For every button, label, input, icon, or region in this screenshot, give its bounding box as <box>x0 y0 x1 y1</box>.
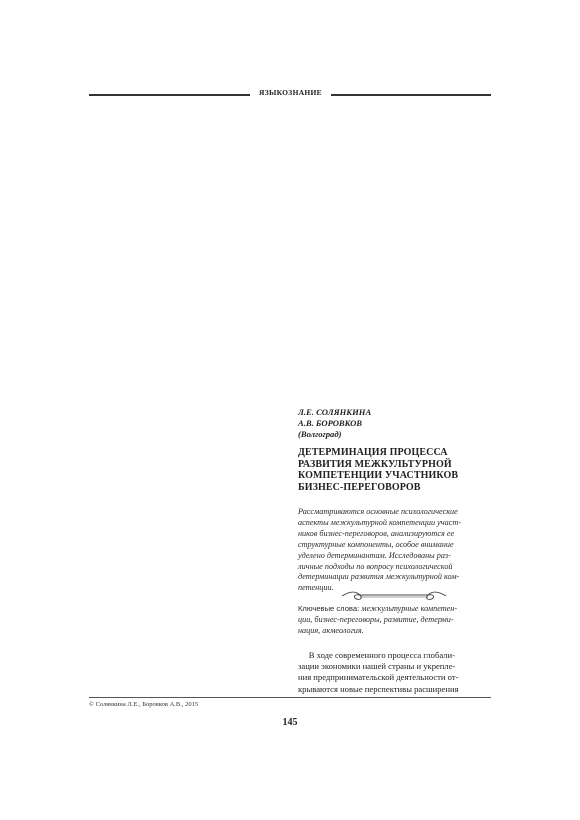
body-paragraph <box>298 650 491 695</box>
keywords-text: ции, бизнес-переговоры, развитие, детерми- <box>298 614 454 624</box>
article-title <box>298 447 491 493</box>
abstract-line: детерминации развития межкультурной ком- <box>298 572 460 582</box>
title-line: РАЗВИТИЯ МЕЖКУЛЬТУРНОЙ <box>298 458 452 470</box>
header-rule-left <box>89 94 250 96</box>
author-city: (Волгоград) <box>298 429 342 439</box>
title-line: БИЗНЕС-ПЕРЕГОВОРОВ <box>298 481 421 493</box>
page-number: 145 <box>282 717 298 728</box>
abstract-line: аспекты межкультурной компетенции участ- <box>298 517 461 527</box>
title-line: КОМПЕТЕНЦИИ УЧАСТНИКОВ <box>298 470 459 482</box>
body-line: крываются новые перспективы расширения <box>298 683 459 694</box>
author-name: Л.Е. СОЛЯНКИНА <box>298 407 372 417</box>
abstract-line: уделено детерминантам. Исследованы раз- <box>298 550 451 560</box>
author-name: А.В. БОРОВКОВ <box>298 418 363 428</box>
keywords-text: межкультурные компетен- <box>361 604 458 613</box>
abstract-line: ников бизнес-переговоров, анализируются ее <box>298 528 455 538</box>
keywords-label: Ключевые слова: <box>298 604 360 613</box>
copyright-note: © Солянкина Л.Е., Боровков А.В., 2015 <box>89 701 199 708</box>
abstract-line: личные подходы по вопросу психологической <box>298 561 453 571</box>
abstract-line: петенции. <box>298 583 334 593</box>
ornament-divider-icon <box>340 590 448 602</box>
body-line: ния предпринимательской деятельности от- <box>298 672 459 683</box>
header-rule-right <box>331 94 491 96</box>
section-title: ЯЗЫКОЗНАНИЕ <box>258 88 322 97</box>
abstract <box>298 507 491 594</box>
body-line: В ходе современного процесса глобали- <box>298 650 455 660</box>
body-line: зации экономики нашей страны и укрепле- <box>298 661 456 672</box>
abstract-line: структурные компоненты, особое внимание <box>298 539 454 549</box>
keywords-text: нация, акмеология. <box>298 625 364 635</box>
keywords-block <box>298 604 491 637</box>
title-line: ДЕТЕРМИНАЦИЯ ПРОЦЕССА <box>298 447 448 458</box>
footnote-rule <box>89 697 491 698</box>
abstract-line: Рассматриваются основные психологические <box>298 507 458 516</box>
authors-block <box>298 407 491 440</box>
